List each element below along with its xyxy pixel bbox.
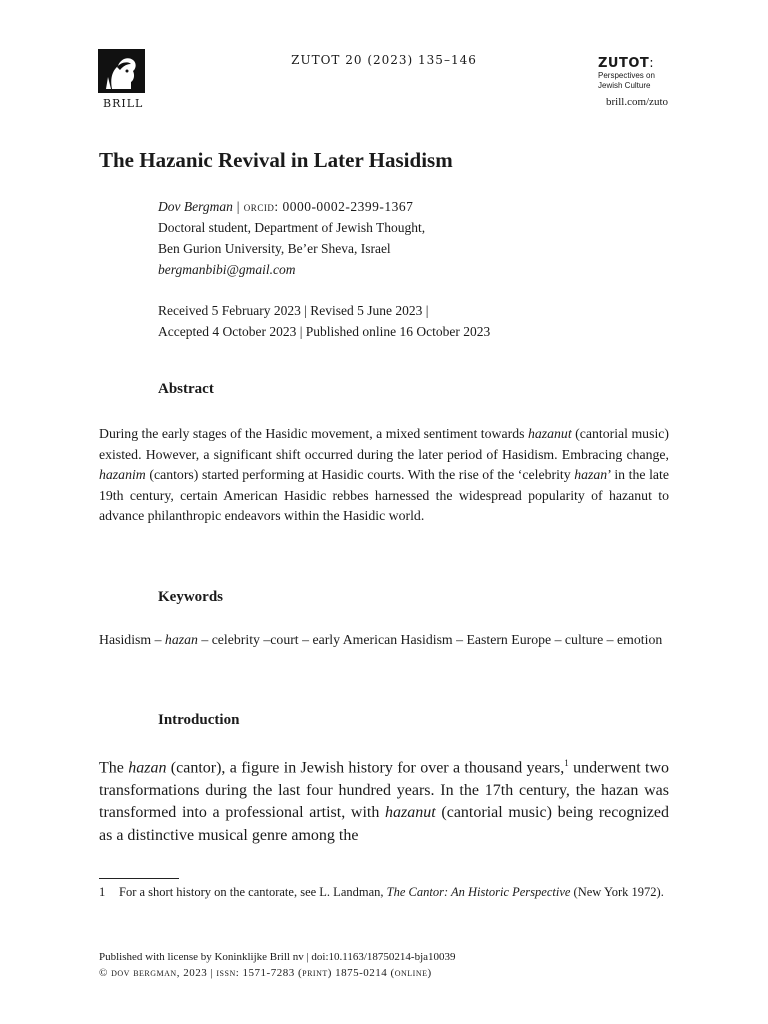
abstract-text-part: (cantorial music) existed. However, a significant shift occurred during the later period of Hasidism. Embracing change, xyxy=(99,426,669,462)
abstract-italic: hazanut xyxy=(527,426,572,441)
journal-subtitle-1: Perspectives on xyxy=(598,71,655,80)
keywords-text-part: Hasidism – xyxy=(99,632,165,647)
keywords-italic: hazan xyxy=(164,632,198,647)
abstract-italic: hazan xyxy=(574,467,608,482)
license-doi-line: Published with license by Koninklijke Brill nv | doi:10.1163/18750214-bja10039 xyxy=(99,951,456,963)
abstract-italic: hazanim xyxy=(99,467,146,482)
journal-citation: ZUTOT 20 (2023) 135–146 xyxy=(291,53,477,67)
introduction-heading: Introduction xyxy=(158,712,240,728)
dates-line-1: Received 5 February 2023 | Revised 5 June 2023 | xyxy=(158,303,429,318)
journal-colon: : xyxy=(649,56,655,71)
keywords-text-part: – celebrity –court – early American Hasidism – Eastern Europe – culture – emotion xyxy=(197,632,663,647)
abstract-text-part: ’ in the late 19th century, certain American Hasidic rebbes harnessed the widespread popularity of hazanut to advance philanthropic endeavors within the Hasidic world. xyxy=(99,467,669,523)
journal-name: ZUTOT xyxy=(598,56,650,71)
footnote-number: 1 xyxy=(99,885,106,899)
article-dates xyxy=(158,300,490,342)
intro-text-part: (cantorial music) being recognized as a distinctive musical genre among the xyxy=(99,804,669,844)
article-title: The Hazanic Revival in Later Hasidism xyxy=(99,148,453,172)
journal-branding xyxy=(598,56,678,91)
keywords-text xyxy=(99,630,669,651)
publisher-name: BRILL xyxy=(103,97,144,110)
intro-italic: hazanut xyxy=(385,804,436,822)
abstract-text-part: (cantors) started performing at Hasidic courts. With the rise of the ‘celebrity xyxy=(145,467,575,482)
dates-line-2: Accepted 4 October 2023 | Published online 16 October 2023 xyxy=(158,324,491,339)
journal-url-link[interactable]: brill.com/zuto xyxy=(605,96,668,108)
keywords-heading: Keywords xyxy=(158,589,223,605)
author-email-link[interactable]: bergmanbibi@gmail.com xyxy=(158,262,296,277)
abstract-heading: Abstract xyxy=(158,381,214,397)
introduction-text xyxy=(99,752,669,847)
author-block xyxy=(158,196,425,280)
abstract-text-part: During the early stages of the Hasidic movement, a mixed sentiment towards xyxy=(99,426,528,441)
intro-text-part: underwent two transformations during the last four hundred years. In the 17th century, the hazan was transformed into a professional artist, with xyxy=(99,759,670,822)
intro-text-part: (cantor), a figure in Jewish history for over a thousand years, xyxy=(166,759,565,777)
author-name: Dov Bergman xyxy=(158,199,233,214)
intro-italic: hazan xyxy=(128,759,167,777)
copyright-issn-line: © dov bergman, 2023 | issn: 1571-7283 (print) 1875-0214 (online) xyxy=(99,967,432,979)
footnote-divider xyxy=(99,878,179,879)
footnote-italic: The Cantor: An Historic Perspective xyxy=(386,885,571,899)
footnote-text-part: (New York 1972). xyxy=(570,885,664,899)
publication-info xyxy=(99,949,456,981)
affiliation-line-2: Ben Gurion University, Be’er Sheva, Israel xyxy=(158,241,391,256)
abstract-text xyxy=(99,424,669,527)
affiliation-line-1: Doctoral student, Department of Jewish Thought, xyxy=(158,220,426,235)
footnote-1 xyxy=(99,884,669,901)
footnote-text-part: For a short history on the cantorate, see L. Landman, xyxy=(119,885,387,899)
footnote-ref-link[interactable]: 1 xyxy=(564,758,569,768)
intro-text-part: The xyxy=(99,759,129,777)
journal-subtitle-2: Jewish Culture xyxy=(598,81,651,90)
orcid-label[interactable]: | orcid: 0000-0002-2399-1367 xyxy=(232,199,414,214)
